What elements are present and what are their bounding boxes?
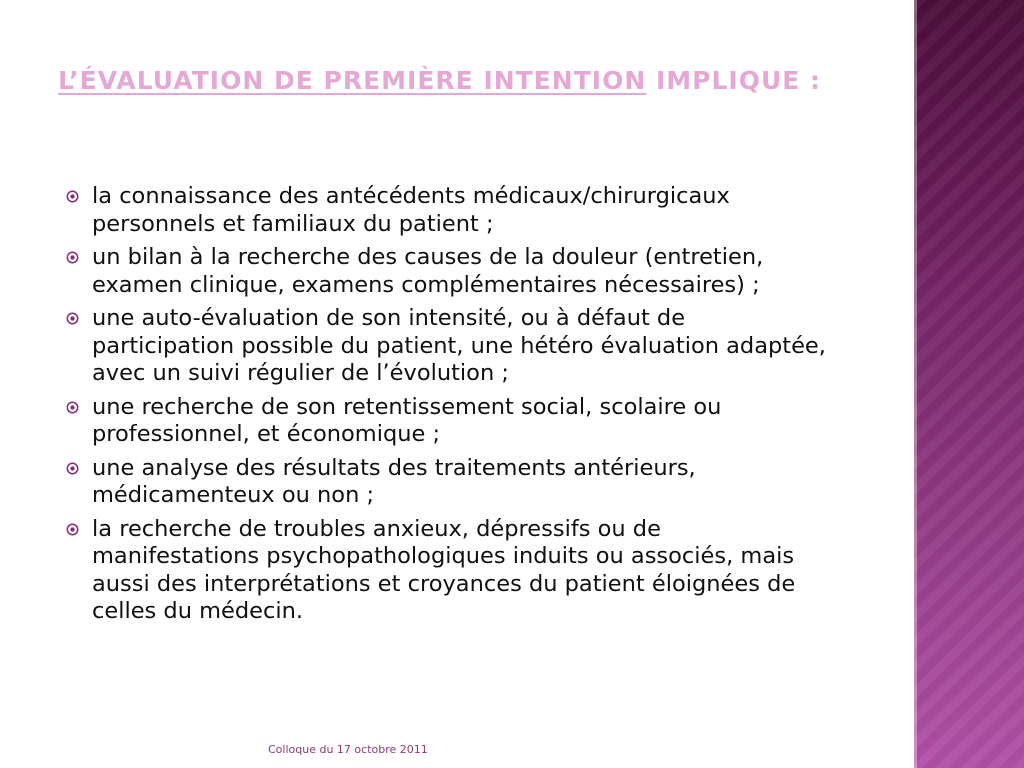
purple-side-band: [914, 0, 1024, 768]
bullet-text: une recherche de son retentissement social, scolaire ou professionnel, et économique ;: [92, 393, 722, 447]
target-bullet-icon: [66, 190, 79, 203]
slide-title-rest: IMPLIQUE :: [646, 66, 822, 95]
bullet-item: [66, 244, 826, 299]
footer-text: Colloque du 17 octobre 2011: [268, 743, 428, 756]
bullet-item: [66, 183, 826, 238]
bullet-text: la recherche de troubles anxieux, dépressifs ou de manifestations psychopathologiques induits ou associés, mais aussi des interprétations et croyances du patient éloignées de celles du médecin.: [92, 515, 796, 624]
slide-title-underlined: L’ÉVALUATION DE PREMIÈRE INTENTION: [58, 66, 647, 95]
target-bullet-icon: [66, 312, 79, 325]
bullet-item: [66, 305, 826, 388]
target-bullet-icon: [66, 523, 79, 536]
target-bullet-icon: [66, 251, 79, 264]
bullet-text: un bilan à la recherche des causes de la douleur (entretien, examen clinique, examens complémentaires nécessaires) ;: [92, 244, 764, 298]
target-bullet-icon: [66, 462, 79, 475]
slide-title: [58, 66, 821, 95]
bullet-text: une auto-évaluation de son intensité, ou à défaut de participation possible du patient, une hétéro évaluation adaptée, avec un suivi régulier de l’évolution ;: [92, 305, 826, 386]
bullet-list: [66, 183, 826, 632]
bullet-item: [66, 455, 826, 510]
bullet-item: [66, 394, 826, 449]
bullet-text: la connaissance des antécédents médicaux/chirurgicaux personnels et familiaux du patient ;: [92, 183, 730, 237]
target-bullet-icon: [66, 401, 79, 414]
bullet-item: [66, 516, 826, 626]
bullet-text: une analyse des résultats des traitements antérieurs, médicamenteux ou non ;: [92, 454, 696, 508]
